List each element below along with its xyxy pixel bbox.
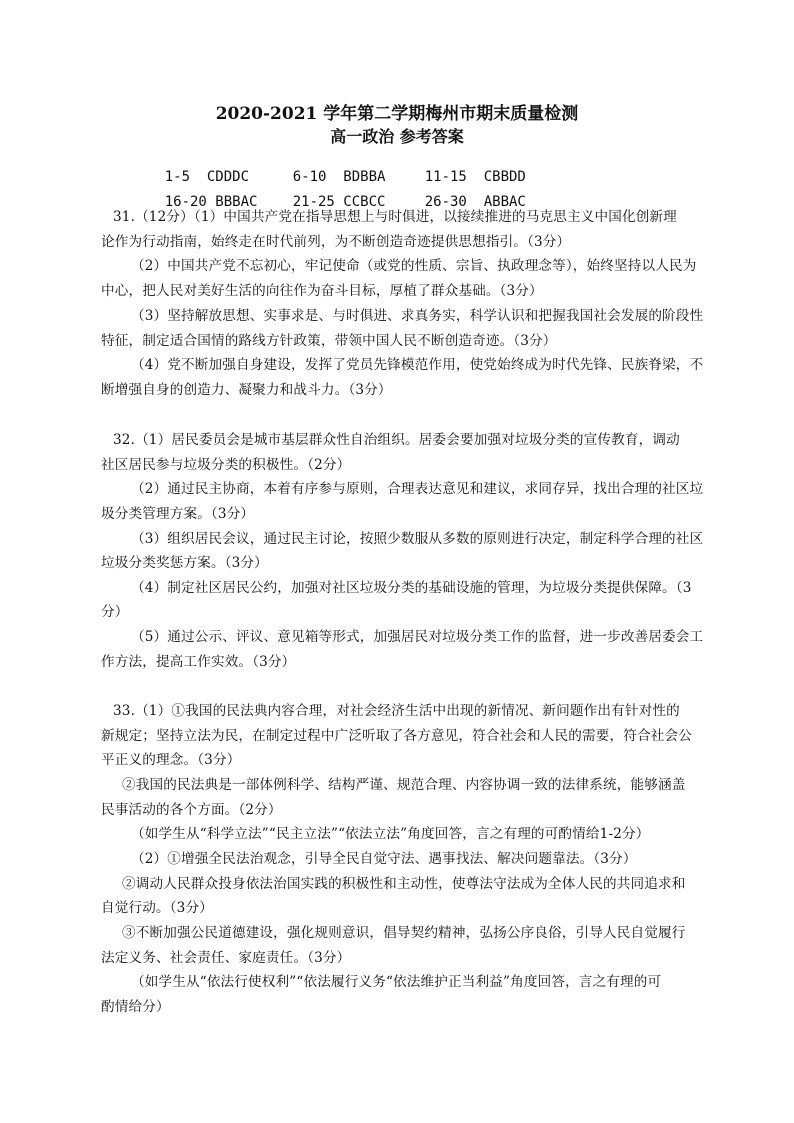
mc-answer-group: 6-10 BDBBA <box>292 169 386 185</box>
q32-line: （3）组织居民会议，通过民主讨论，按照少数服从多数的原则进行决定，制定科学合理的社区 <box>131 531 704 547</box>
q32-line: 圾分类管理方案。（3分） <box>101 506 255 522</box>
q33-line: （如学生从“科学立法”“民主立法”“依法立法”角度回答，言之有理的可酌情给1-2分） <box>131 826 650 842</box>
answer-key-subtitle: 高一政治 参考答案 <box>330 127 464 146</box>
q33-line: ②我国的民法典是一部体例科学、结构严谨、规范合理、内容协调一致的法律系统，能够涵盖 <box>122 777 686 793</box>
q33-line: ②调动人民群众投身依法治国实践的积极性和主动性，使尊法守法成为全体人民的共同追求和 <box>122 876 686 892</box>
q32-line: 社区居民参与垃圾分类的积极性。（2分） <box>101 457 351 473</box>
q31-line: 31.（12分）（1）中国共产党在指导思想上与时俱进，以接续推进的马克思主义中国化创新理 <box>113 209 677 225</box>
q32-line: 作方法，提高工作实效。（3分） <box>101 654 296 670</box>
q31-line: 论作为行动指南，始终走在时代前列，为不断创造奇迹提供思想指引。（3分） <box>101 234 571 250</box>
q31-line: （4）党不断加强自身建设，发挥了党员先锋模范作用，使党始终成为时代先锋、民族脊梁，不 <box>131 357 704 373</box>
q33-line: 新规定；坚持立法为民，在制定过程中广泛听取了各方意见，符合社会和人民的需要，符合社会公 <box>101 728 692 744</box>
q33-line: 法定义务、社会责任、家庭责任。（3分） <box>101 950 351 966</box>
q33-line: （如学生从“依法行使权利”“依法履行义务“依法维护正当利益”角度回答，言之有理的可 <box>131 974 662 990</box>
q33-line: ③不断加强公民道德建设，强化规则意识，倡导契约精神，弘扬公序良俗，引导人民自觉履行 <box>122 925 686 941</box>
q32-line: （5）通过公示、评议、意见箱等形式，加强居民对垃圾分类工作的监督，进一步改善居委会工 <box>131 629 704 645</box>
mc-answer-group: 16-20 BBBAC <box>164 194 258 210</box>
q32-line: 32.（1）居民委员会是城市基层群众性自治组织。居委会要加强对垃圾分类的宣传教育，调动 <box>113 432 680 448</box>
q31-line: 中心，把人民对美好生活的向往作为奋斗目标，厚植了群众基础。（3分） <box>101 283 543 299</box>
q33-line: 33.（1）①我国的民法典内容合理，对社会经济生活中出现的新情况、新问题作出有针对性的 <box>113 703 680 719</box>
q31-line: （3）坚持解放思想、实事求是、与时俱进、求真务实，科学认识和把握我国社会发展的阶段性 <box>131 308 704 324</box>
q32-line: 分） <box>101 604 129 620</box>
q33-line: 自觉行动。（3分） <box>101 900 213 916</box>
q31-line: （2）中国共产党不忘初心，牢记使命（或党的性质、宗旨、执政理念等），始终坚持以人民为 <box>131 258 697 274</box>
mc-answer-group: 1-5 CDDDC <box>164 169 250 185</box>
q32-line: 垃圾分类奖惩方案。（3分） <box>101 555 268 571</box>
mc-answer-group: 26-30 ABBAC <box>424 194 526 210</box>
q33-line: 民事活动的各个方面。（2分） <box>101 802 282 818</box>
q31-line: 断增强自身的创造力、凝聚力和战斗力。（3分） <box>101 382 392 398</box>
q32-line: （2）通过民主协商，本着有序参与原则，合理表达意见和建议，求同存异，找出合理的社区垃 <box>131 481 704 497</box>
mc-answer-group: 21-25 CCBCC <box>292 194 386 210</box>
q33-line: （2）①增强全民法治观念，引导全民自觉守法、遇事找法、解决问题靠法。（3分） <box>131 851 637 867</box>
q31-line: 特征，制定适合国情的路线方针政策，带领中国人民不断创造奇迹。（3分） <box>101 333 557 349</box>
q33-line: 酌情给分） <box>101 999 170 1015</box>
q33-line: 平正义的理念。（3分） <box>101 752 241 768</box>
mc-answer-group: 11-15 CBBDD <box>424 169 526 185</box>
exam-title: 2020-2021 学年第二学期梅州市期末质量检测 <box>215 104 579 124</box>
q32-line: （4）制定社区居民公约，加强对社区垃圾分类的基础设施的管理，为垃圾分类提供保障。（3 <box>131 580 692 596</box>
